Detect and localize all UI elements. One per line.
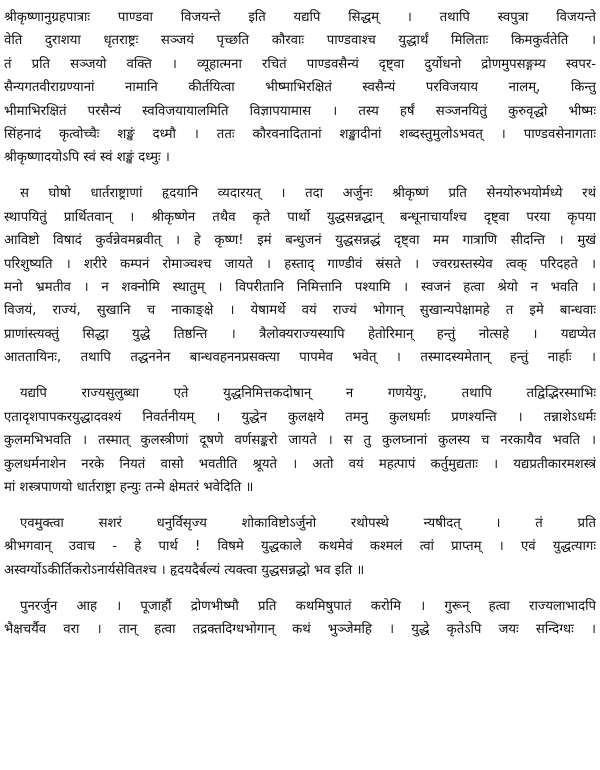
paragraph-4 — [4, 512, 596, 582]
text-line: प्राणांस्त्यक्तुं सिद्धा युद्धे तिष्ठन्ति । त्रैलोक्यराज्यस्यापि हेतोरिमान् हन्तुं नोत्सहे । यद्यप्येत — [4, 326, 596, 342]
text-line: कुलधर्मनाशेन नरके नियतं वासो भवतीति श्रूयते । अतो वयं महत्पापं कर्तुमुद्यताः । यद्यप्रतीकारमशस्त्रं — [4, 456, 596, 472]
text-line: श्रीकृष्णानुग्रहपात्राः पाण्डवा विजयन्ते इति यद्यपि सिद्धम् । तथापि स्वपुत्रा विजयन्ते — [4, 10, 596, 25]
paragraph-1 — [4, 6, 596, 170]
text-line: स्थापयितुं प्रार्थितवान् । श्रीकृष्णेन तथैव कृते पार्थो युद्धसन्नद्धान् बन्धूनाचार्यांश्च दृष्ट्वा परया कृपया — [4, 209, 596, 225]
text-line: सिंहनादं कृत्वोच्चैः शङ्खं दध्मौ । ततः कौरवनादितानां शङ्खादीनां शब्दस्तुमुलोऽभवत् । पाण्डवसेनागताः — [4, 127, 596, 143]
text-line: एवमुक्त्वा सशरं धनुर्विसृज्य शोकाविष्टोऽर्जुनो रथोपस्थे न्यषीदत् । तं प्रति — [20, 515, 596, 531]
text-line: अस्वर्ग्योऽकीर्तिकरोऽनार्यसेवितश्च । हृदयदैर्बल्यं त्यक्त्वा युद्धसन्नद्धो भव इति ॥ — [4, 562, 365, 578]
text-line: यद्यपि राज्यसुलुब्धा एते युद्धनिमित्तकदोषान् न गणयेयुः, तथापि तद्विद्भिरस्माभिः — [20, 386, 596, 402]
text-line: तं प्रति सञ्जयो वक्ति । व्यूहात्मना रचितं पाण्डवसैन्यं दृष्ट्वा दुर्योधनो द्रोणमुपसङ्गम्य स्वपर- — [4, 56, 596, 72]
text-line: कुलमभिभवति । तस्मात् कुलस्त्रीणां दूषणे वर्णसङ्करो जायते । स तु कुलघ्नानां कुलस्य च नरकायैव भवति । — [4, 433, 596, 449]
text-line: भैक्षचर्यैव वरा । तान् हत्वा तद्रक्तदिग्धभोगान् कथं भुञ्जेमहि । युद्धे कृतेऽपि जयः सन्दिग्धः । — [4, 622, 596, 638]
text-line: भीमाभिरक्षितं परसैन्यं स्वविजयायालमिति विज्ञापयामास । तस्य हर्षं सञ्जनयितुं कुरुवृद्धो भीष्मः — [4, 103, 596, 119]
text-line: मनो भ्रमतीव । न शक्नोमि स्थातुम् । विपरीतानि निमित्तानि पश्यामि । स्वजनं हत्वा श्रेयो न भवति । — [4, 280, 596, 296]
text-line: वेति दुराशया धृतराष्ट्रः सञ्जयं पृच्छति कौरवाः पाण्डवाश्च युद्धार्थं मिलिताः किमकुर्वतेति । — [4, 33, 596, 49]
paragraph-5 — [4, 595, 596, 642]
text-line: श्रीभगवान् उवाच - हे पार्थ ! विषमे युद्धकाले कथमेवं कश्मलं त्वां प्राप्तम् । एवं युद्धत्यागः — [4, 539, 596, 555]
text-line: एतादृशपापकरयुद्धादवश्यं निवर्तनीयम् । युद्धेन कुलक्षये तमनु कुलधर्माः प्रणश्यन्ति । तन्नाशेऽधर्मः — [4, 409, 596, 425]
text-line: श्रीकृष्णादयोऽपि स्वं स्वं शङ्खं दध्मुः । — [4, 150, 170, 166]
text-line: आविष्टो विषादं कुर्वन्नेवमब्रवीत् । हे कृष्ण! इमं बन्धुजनं युद्धसन्नद्धं दृष्ट्वा मम गात्राणि सीदन्ति । मुखं — [4, 233, 596, 249]
paragraph-3 — [4, 382, 596, 499]
text-line: विजयं, राज्यं, सुखानि च नाकाङ्क्षे । येषामर्थे वयं राज्यं भोगान् सुखान्यपेक्षामहे त इमे बान्धवाः — [4, 303, 596, 319]
text-line: स घोषो धार्तराष्ट्राणां हृदयानि व्यदारयत् । तदा अर्जुनः श्रीकृष्णं प्रति सेनयोरुभयोर्मध्ये रथं — [20, 186, 596, 202]
text-line: परिशुष्यति । शरीरे कम्पनं रोमाञ्चश्च जायते । हस्ताद् गाण्डीवं स्रंसते । ज्वरग्रस्तस्येव त्वक् परिदहते । — [4, 256, 596, 272]
text-line: पुनरर्जुन आह । पूजार्हौ द्रोणभीष्मौ प्रति कथमिषुपातं करोमि । गुरून् हत्वा राज्यलाभादपि — [20, 598, 596, 614]
text-line: सैन्यगतवीराग्रण्यानां नामानि कीर्तयित्वा भीष्माभिरक्षितं स्वसैन्यं परविजयाय नालम्, किन्तु — [4, 80, 596, 96]
paragraph-2 — [4, 182, 596, 369]
text-line: आततायिनः, तथापि तद्धननेन बान्धवहननप्रसक्त्या पापमेव भवेत् । तस्मादस्यमेतान् हन्तुं नार्हाः । — [4, 350, 596, 366]
text-line: मां शस्त्रपाणयो धार्तराष्ट्रा हन्युः तन्मे क्षेमतरं भवेदिति ॥ — [4, 479, 254, 495]
